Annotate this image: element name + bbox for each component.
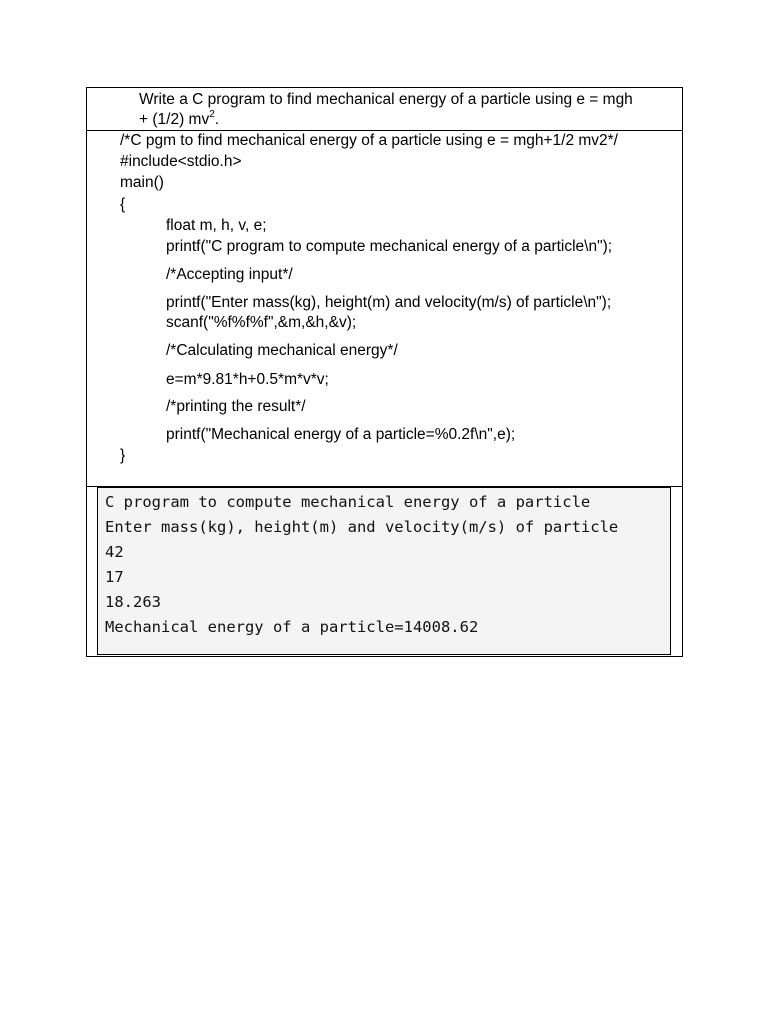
- code-line: {: [120, 196, 126, 213]
- output-line: 42: [105, 543, 124, 561]
- program-output-panel: [97, 487, 671, 655]
- question-line-2: + (1/2) mv: [139, 111, 210, 128]
- code-line: /*printing the result*/: [166, 398, 306, 415]
- output-line: C program to compute mechanical energy of a particle: [105, 493, 591, 511]
- output-line: 18.263: [105, 593, 161, 611]
- code-line: }: [120, 447, 126, 464]
- code-line: printf("Mechanical energy of a particle=%0.2f\n",e);: [166, 426, 516, 443]
- program-table: [86, 87, 683, 657]
- code-line: float m, h, v, e;: [166, 217, 267, 234]
- code-line: printf("Enter mass(kg), height(m) and velocity(m/s) of particle\n");: [166, 294, 612, 311]
- code-line: /*Accepting input*/: [166, 266, 293, 283]
- code-line: scanf("%f%f%f",&m,&h,&v);: [166, 314, 357, 331]
- code-line: e=m*9.81*h+0.5*m*v*v;: [166, 371, 329, 388]
- code-line: /*C pgm to find mechanical energy of a particle using e = mgh+1/2 mv2*/: [120, 132, 618, 149]
- code-line: #include<stdio.h>: [120, 153, 242, 170]
- question-text: [139, 90, 674, 130]
- question-line-1: Write a C program to find mechanical energy of a particle using e = mgh: [139, 91, 633, 108]
- question-cell: [87, 88, 682, 131]
- output-line: Mechanical energy of a particle=14008.62: [105, 618, 479, 636]
- code-line: main(): [120, 174, 164, 191]
- source-code-cell: [87, 131, 682, 487]
- code-line: printf("C program to compute mechanical energy of a particle\n");: [166, 238, 613, 255]
- code-line: /*Calculating mechanical energy*/: [166, 342, 398, 359]
- output-line: 17: [105, 568, 124, 586]
- question-period: .: [214, 111, 220, 128]
- question-superscript: 2: [209, 108, 215, 120]
- output-line: Enter mass(kg), height(m) and velocity(m/s) of particle: [105, 518, 619, 536]
